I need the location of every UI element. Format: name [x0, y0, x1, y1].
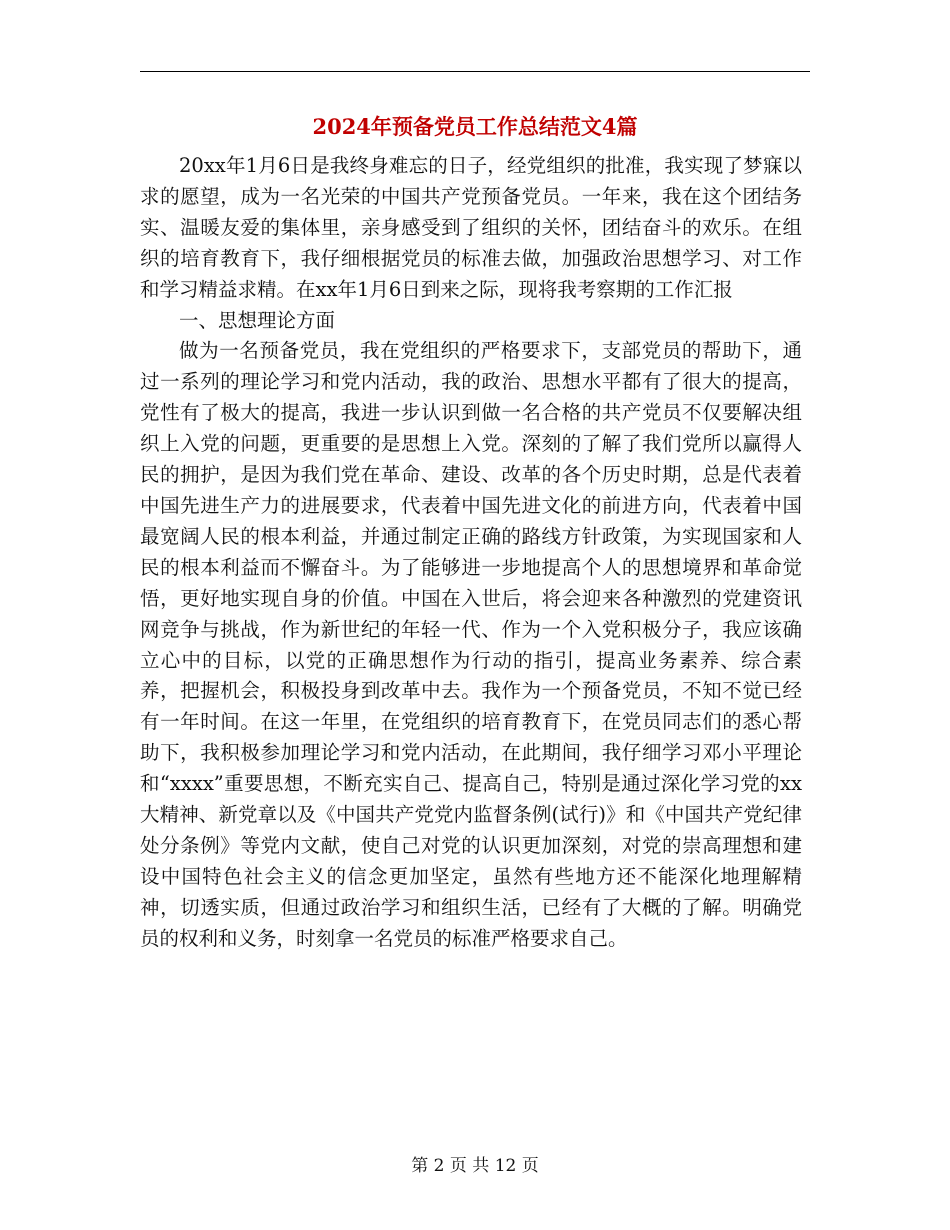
paragraph-intro: 20xx年1月6日是我终身难忘的日子，经党组织的批准，我实现了梦寐以求的愿望，成为一名光荣的中国共产党预备党员。一年来，我在这个团结务实、温暖友爱的集体里，亲身感受到了组织的关怀，团结奋斗的欢乐。在组织的培育教育下，我仔细根据党员的标准去做，加强政治思想学习、对工作和学习精益求精。在xx年1月6日到来之际，现将我考察期的工作汇报	[140, 154, 802, 301]
section-heading: 一、思想理论方面	[179, 308, 336, 332]
header-rule	[140, 71, 810, 72]
document-body	[140, 151, 802, 955]
paragraph-thought-theory: 做为一名预备党员，我在党组织的严格要求下，支部党员的帮助下，通过一系列的理论学习和党内活动，我的政治、思想水平都有了很大的提高，党性有了极大的提高，我进一步认识到做一名合格的共产党员不仅要解决组织上入党的问题，更重要的是思想上入党。深刻的了解了我们党所以赢得人民的拥护，是因为我们党在革命、建设、改革的各个历史时期，总是代表着中国先进生产力的进展要求，代表着中国先进文化的前进方向，代表着中国最宽阔人民的根本利益，并通过制定正确的路线方针政策，为实现国家和人民的根本利益而不懈奋斗。为了能够进一步地提高个人的思想境界和革命觉悟，更好地实现自身的价值。中国在入世后，将会迎来各种激烈的党建资讯网竞争与挑战，作为新世纪的年轻一代、作为一个入党积极分子，我应该确立心中的目标，以党的正确思想作为行动的指引，提高业务素养、综合素养，把握机会，积极投身到改革中去。我作为一个预备党员，不知不觉已经有一年时间。在这一年里，在党组织的培育教育下，在党员同志们的悉心帮助下，我积极参加理论学习和党内活动，在此期间，我仔细学习邓小平理论和“xxxx”重要思想，不断充实自己、提高自己，特别是通过深化学习党的xx大精神、新党章以及《中国共产党党内监督条例(试行)》和《中国共产党纪律处分条例》等党内文献，使自己对党的认识更加深刻，对党的崇高理想和建设中国特色社会主义的信念更加坚定，虽然有些地方还不能深化地理解精神，切透实质，但通过政治学习和组织生活，已经有了大概的了解。明确党员的权利和义务，时刻拿一名党员的标准严格要求自己。	[140, 339, 802, 950]
document-title: 2024年预备党员工作总结范文4篇	[312, 114, 638, 139]
page-number-footer: 第 2 页 共 12 页	[411, 1156, 539, 1176]
